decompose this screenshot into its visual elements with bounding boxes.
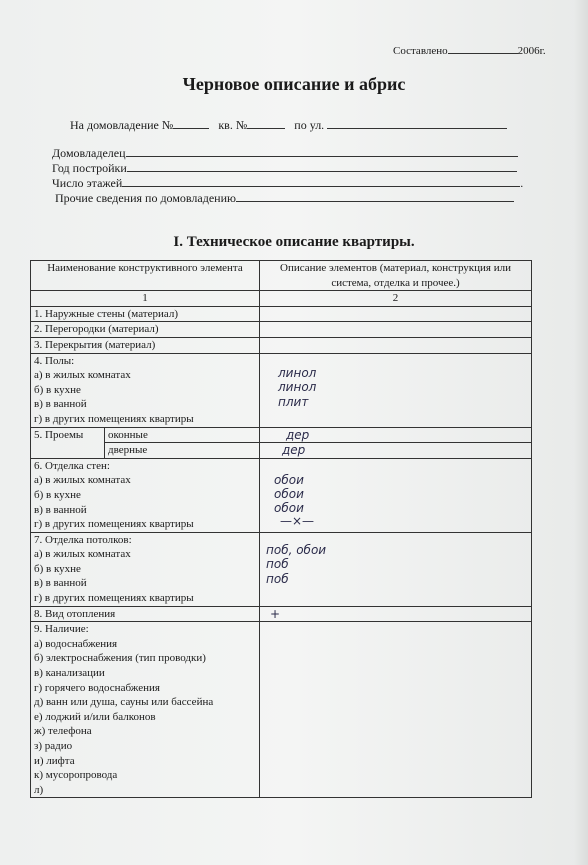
handwritten-note: дер xyxy=(260,428,531,444)
row-outer-walls: 1. Наружные стены (материал) xyxy=(31,306,260,322)
handwritten-note: поб, обои xyxy=(266,542,327,557)
year-built-blank xyxy=(127,161,517,172)
table-number-row xyxy=(31,291,532,307)
wall-finish-living: а) в жилых комнатах xyxy=(34,474,131,487)
availability-item: д) ванн или душа, сауны или бассейна xyxy=(34,696,214,709)
table-row xyxy=(31,606,532,622)
house-number-blank xyxy=(173,118,209,129)
row-ceiling-finish-value xyxy=(260,532,532,606)
apartment-label: кв. № xyxy=(218,118,248,132)
availability-item: е) лоджий и/или балконов xyxy=(34,710,156,723)
ceiling-finish-other: г) в других помещениях квартиры xyxy=(34,592,194,605)
handwritten-note: —×— xyxy=(280,513,315,528)
handwritten-note: линол xyxy=(278,380,317,395)
availability-item: а) водоснабжения xyxy=(34,637,118,650)
page-edge-shadow xyxy=(574,0,588,865)
handwritten-note: поб xyxy=(266,571,289,586)
availability-item: л) xyxy=(34,783,44,796)
table-row xyxy=(31,322,532,338)
owner-blank xyxy=(126,146,518,157)
row-availability xyxy=(31,622,260,798)
wall-finish-bathroom: в) в ванной xyxy=(34,503,87,516)
apartment-number-blank xyxy=(247,118,285,129)
other-info-label: Прочие сведения по домовладению xyxy=(55,191,236,205)
openings-title: 5. Проемы xyxy=(31,428,105,458)
openings-split xyxy=(31,428,259,458)
table-row xyxy=(31,532,532,606)
floors-other: г) в других помещениях квартиры xyxy=(34,412,194,425)
row-heating: 8. Вид отопления xyxy=(31,606,260,622)
row-ceilings: 3. Перекрытия (материал) xyxy=(31,337,260,353)
row-floors-value xyxy=(260,353,532,427)
table-header-row xyxy=(31,261,532,291)
street-label: по ул. xyxy=(294,118,325,132)
section-title: I. Техническое описание квартиры. xyxy=(173,234,415,250)
openings-windows: оконные xyxy=(105,428,259,444)
address-line xyxy=(70,118,507,133)
table-row xyxy=(31,458,532,532)
floors-blank xyxy=(122,176,520,187)
row-floors xyxy=(31,353,260,427)
handwritten-note: + xyxy=(270,606,281,621)
availability-item: в) канализации xyxy=(34,667,105,680)
row-openings-value xyxy=(260,427,532,458)
year-built-label: Год постройки xyxy=(52,161,127,175)
owner-label: Домовладелец xyxy=(52,146,126,160)
row-heating-value xyxy=(260,606,532,622)
floors-label: Число этажей xyxy=(52,176,123,190)
header-col1: Наименование конструктивного элемента xyxy=(31,261,260,291)
num-col2: 2 xyxy=(260,291,532,307)
table-row xyxy=(31,337,532,353)
year-built-line xyxy=(52,161,517,176)
availability-item: з) радио xyxy=(34,740,73,752)
floors-bathroom: в) в ванной xyxy=(34,398,87,411)
handwritten-note: линол xyxy=(278,365,317,380)
table-row xyxy=(31,622,532,798)
ceiling-finish-bathroom: в) в ванной xyxy=(34,577,87,590)
availability-item: г) горячего водоснабжения xyxy=(34,681,160,694)
availability-item: б) электроснабжения (тип проводки) xyxy=(34,652,206,665)
composed-label: Составлено xyxy=(393,45,448,57)
availability-item: к) мусоропровода xyxy=(34,769,118,782)
handwritten-note: обои xyxy=(274,486,304,501)
handwritten-note: поб xyxy=(266,557,289,572)
handwritten-note: дер xyxy=(282,443,306,458)
handwritten-note: обои xyxy=(274,472,304,487)
street-blank xyxy=(327,118,507,129)
availability-item: и) лифта xyxy=(34,754,75,767)
floors-kitchen: б) в кухне xyxy=(34,383,81,396)
availability-item: ж) телефона xyxy=(34,725,92,738)
wall-finish-kitchen: б) в кухне xyxy=(34,488,81,501)
floors-living: а) в жилых комнатах xyxy=(34,369,131,382)
wall-finish-other: г) в других помещениях квартиры xyxy=(34,518,194,531)
row-partitions: 2. Перегородки (материал) xyxy=(31,322,260,338)
floors-line: Число этажей . xyxy=(52,176,524,190)
row-ceilings-value xyxy=(260,337,532,353)
table-row xyxy=(31,353,532,427)
availability-title: 9. Наличие: xyxy=(34,623,89,636)
row-openings xyxy=(31,427,260,458)
row-ceiling-finish xyxy=(31,532,260,606)
owner-line xyxy=(52,146,518,161)
page-title: Черновое описание и абрис xyxy=(182,74,406,94)
ceiling-finish-living: а) в жилых комнатах xyxy=(34,548,131,561)
house-label: На домовладение № xyxy=(70,118,174,132)
openings-doors: дверные xyxy=(108,444,148,457)
wall-finish-title: 6. Отделка стен: xyxy=(34,459,110,472)
openings-types xyxy=(105,428,259,458)
row-availability-value xyxy=(260,622,532,798)
tech-description-table xyxy=(30,260,532,798)
other-info-blank xyxy=(236,191,514,202)
row-wall-finish-value xyxy=(260,458,532,532)
handwritten-note: плит xyxy=(278,394,309,409)
header-col2: Описание элементов (материал, конструкция или система, отделка и прочее.) xyxy=(260,261,532,291)
ceiling-finish-title: 7. Отделка потолков: xyxy=(34,533,132,546)
handwritten-note: обои xyxy=(274,500,304,515)
table-row xyxy=(31,427,532,458)
row-wall-finish xyxy=(31,458,260,532)
composed-line xyxy=(393,44,546,57)
num-col1: 1 xyxy=(31,291,260,307)
composed-year: 2006г. xyxy=(517,45,546,57)
floors-title: 4. Полы: xyxy=(34,354,75,367)
row-outer-walls-value xyxy=(260,306,532,322)
other-info-line xyxy=(55,191,514,206)
table-row xyxy=(31,306,532,322)
ceiling-finish-kitchen: б) в кухне xyxy=(34,562,81,575)
row-partitions-value xyxy=(260,322,532,338)
composed-date-blank xyxy=(448,44,518,54)
